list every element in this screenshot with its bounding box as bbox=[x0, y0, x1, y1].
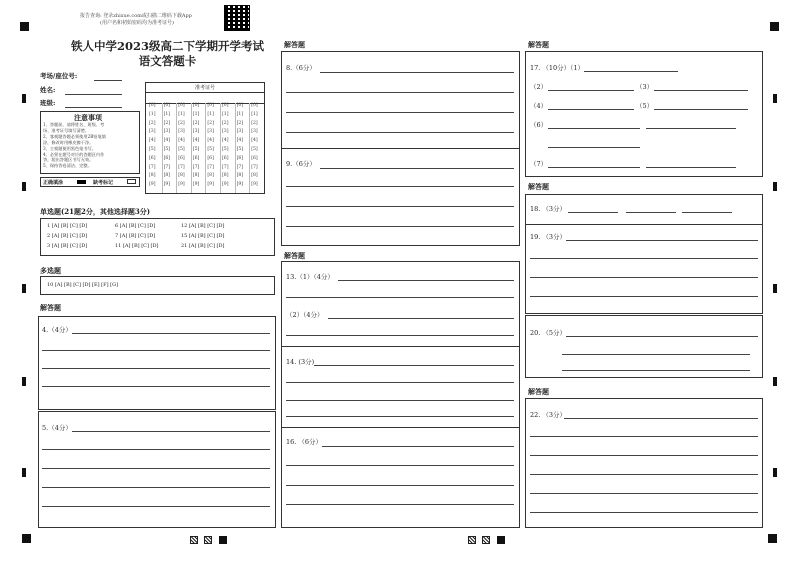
answer-line[interactable] bbox=[286, 465, 514, 466]
single-choice-title: 单选题(21题2分，其他选择题3分) bbox=[40, 207, 151, 216]
answer-line[interactable] bbox=[72, 333, 270, 334]
answer-line[interactable] bbox=[286, 112, 514, 113]
qr-code bbox=[224, 5, 250, 31]
id-digit-column bbox=[206, 103, 221, 193]
name-label: 姓名: bbox=[40, 86, 56, 94]
timing-mark bbox=[22, 94, 26, 103]
question-label-q17-7: （7） bbox=[530, 160, 548, 168]
timing-mark bbox=[773, 284, 777, 293]
answer-line[interactable] bbox=[530, 474, 758, 475]
choice-row bbox=[47, 223, 225, 229]
answer-line[interactable] bbox=[286, 382, 514, 383]
id-digit-bubble[interactable]: [9] bbox=[192, 182, 200, 188]
id-digit-bubble[interactable]: [1] bbox=[149, 111, 156, 117]
answer-line[interactable] bbox=[562, 354, 750, 355]
question-label-q8: 8.（6分） bbox=[286, 64, 316, 72]
answer-line[interactable] bbox=[530, 277, 758, 278]
question-label-q4: 4.（4分） bbox=[42, 326, 72, 334]
id-digit-bubble[interactable]: [3] bbox=[236, 129, 244, 135]
corner-mark-br bbox=[768, 534, 777, 543]
id-digit-bubble[interactable]: [2] bbox=[236, 120, 244, 126]
id-digit-bubble[interactable]: [8] bbox=[178, 173, 185, 179]
id-digit-bubble[interactable]: [8] bbox=[236, 173, 244, 179]
id-digit-column bbox=[192, 103, 207, 193]
id-digit-bubble[interactable]: [6] bbox=[163, 155, 171, 161]
id-digit-bubble[interactable]: [0] bbox=[163, 103, 171, 108]
id-digit-bubble[interactable]: [6] bbox=[222, 155, 229, 161]
answer-box-q20[interactable] bbox=[525, 315, 763, 378]
absent-mark-box[interactable] bbox=[127, 179, 136, 184]
id-digit-bubble[interactable]: [3] bbox=[163, 129, 171, 135]
answer-section-title: 解答题 bbox=[528, 182, 549, 191]
answer-line[interactable] bbox=[42, 487, 270, 488]
answer-section-title: 解答题 bbox=[40, 303, 61, 312]
id-digit-bubble[interactable]: [4] bbox=[236, 138, 244, 144]
id-digit-bubble[interactable]: [8] bbox=[163, 173, 171, 179]
id-digit-bubble[interactable]: [7] bbox=[178, 164, 185, 170]
id-digit-bubble[interactable]: [3] bbox=[251, 129, 258, 135]
choice-item[interactable]: 21 [A] [B] [C] [D] bbox=[181, 243, 225, 249]
class-field[interactable] bbox=[65, 107, 122, 108]
id-digit-bubble[interactable]: [7] bbox=[207, 164, 214, 170]
id-digit-bubble[interactable]: [7] bbox=[192, 164, 200, 170]
id-columns bbox=[146, 103, 264, 193]
answer-line[interactable] bbox=[286, 335, 514, 336]
answer-line[interactable] bbox=[320, 168, 514, 169]
answer-line[interactable] bbox=[646, 128, 736, 129]
id-digit-bubble[interactable]: [3] bbox=[178, 129, 185, 135]
question-label-q17-3: （3） bbox=[636, 83, 654, 91]
timing-mark bbox=[22, 182, 26, 191]
question-label-q17-4: （4） bbox=[530, 102, 548, 110]
multi-choice-box[interactable] bbox=[40, 276, 275, 295]
question-label-q20: 20. （5分） bbox=[530, 329, 567, 337]
answer-line[interactable] bbox=[530, 493, 758, 494]
answer-line[interactable] bbox=[548, 128, 640, 129]
id-digit-bubble[interactable]: [5] bbox=[251, 147, 258, 152]
id-digit-bubble[interactable]: [0] bbox=[222, 103, 229, 108]
answer-line[interactable] bbox=[530, 258, 758, 259]
id-digit-bubble[interactable]: [8] bbox=[192, 173, 200, 179]
timing-mark bbox=[773, 182, 777, 191]
id-digit-column bbox=[148, 103, 163, 193]
answer-line[interactable] bbox=[562, 370, 750, 371]
choice-item[interactable]: 6 [A] [B] [C] [D] bbox=[115, 223, 156, 229]
id-digit-bubble[interactable]: [7] bbox=[222, 164, 229, 170]
note-item: 答，超出答题区书写无效。 bbox=[43, 157, 94, 163]
choice-item[interactable]: 15 [A] [B] [C] [D] bbox=[181, 233, 225, 239]
id-digit-bubble[interactable]: [1] bbox=[251, 111, 258, 117]
answer-line[interactable] bbox=[286, 132, 514, 133]
question-label-q16: 16. （6分） bbox=[286, 438, 323, 446]
page-code-mark bbox=[468, 536, 476, 544]
room-seat-field[interactable] bbox=[94, 80, 122, 81]
id-digit-bubble[interactable]: [8] bbox=[207, 173, 214, 179]
id-digit-bubble[interactable]: [5] bbox=[207, 147, 214, 152]
class-label: 班级: bbox=[40, 99, 56, 107]
id-digit-bubble[interactable]: [7] bbox=[236, 164, 244, 170]
answer-line[interactable] bbox=[286, 206, 514, 207]
question-label-q17: 17. （10分）（1） bbox=[530, 64, 585, 72]
timing-mark bbox=[773, 377, 777, 386]
notes-title: 注意事项 bbox=[74, 113, 102, 122]
question-label-q14: 14. (3分) bbox=[286, 358, 315, 366]
divider bbox=[525, 224, 763, 225]
answer-line[interactable] bbox=[646, 167, 736, 168]
id-digit-bubble[interactable]: [8] bbox=[222, 173, 229, 179]
id-digit-bubble[interactable]: [5] bbox=[236, 147, 244, 152]
single-choice-box[interactable] bbox=[40, 218, 275, 256]
id-digit-bubble[interactable]: [4] bbox=[207, 138, 214, 144]
question-label-q5: 5.（4分） bbox=[42, 424, 72, 432]
id-digit-bubble[interactable]: [0] bbox=[207, 103, 214, 108]
answer-line[interactable] bbox=[566, 240, 758, 241]
answer-line[interactable] bbox=[548, 109, 634, 110]
answer-line[interactable] bbox=[682, 212, 732, 213]
answer-line[interactable] bbox=[626, 212, 676, 213]
id-digit-bubble[interactable]: [7] bbox=[251, 164, 258, 170]
answer-line[interactable] bbox=[42, 468, 270, 469]
id-digit-bubble[interactable]: [9] bbox=[222, 182, 229, 188]
timing-mark bbox=[22, 468, 26, 477]
page-code-mark bbox=[482, 536, 490, 544]
answer-line[interactable] bbox=[338, 280, 514, 281]
question-label-q13-2: （2）（4分） bbox=[286, 311, 324, 319]
answer-line[interactable] bbox=[530, 296, 758, 297]
id-digit-bubble[interactable]: [4] bbox=[251, 138, 258, 144]
answer-box-q13-q16[interactable] bbox=[281, 261, 520, 528]
question-label-q19: 19. （3分） bbox=[530, 233, 567, 241]
id-digit-bubble[interactable]: [4] bbox=[149, 138, 156, 144]
id-digit-bubble[interactable]: [9] bbox=[251, 182, 258, 188]
answer-line[interactable] bbox=[286, 400, 514, 401]
absent-mark-label: 缺考标记 bbox=[93, 180, 114, 186]
answer-line[interactable] bbox=[314, 365, 514, 366]
answer-line[interactable] bbox=[286, 485, 514, 486]
id-digit-bubble[interactable]: [0] bbox=[149, 103, 156, 108]
id-digit-bubble[interactable]: [3] bbox=[222, 129, 229, 135]
id-digit-bubble[interactable]: [0] bbox=[192, 103, 200, 108]
answer-line[interactable] bbox=[42, 350, 270, 351]
id-digit-bubble[interactable]: [6] bbox=[251, 155, 258, 161]
id-digit-bubble[interactable]: [2] bbox=[192, 120, 200, 126]
id-digit-bubble[interactable]: [2] bbox=[207, 120, 214, 126]
answer-line[interactable] bbox=[530, 436, 758, 437]
note-item: 1、答题前，请将姓名、班级、考 bbox=[43, 122, 105, 127]
id-digit-bubble[interactable]: [3] bbox=[149, 129, 156, 135]
choice-item[interactable]: 1 [A] [B] [C] [D] bbox=[47, 223, 88, 229]
answer-section-title: 解答题 bbox=[528, 387, 549, 396]
id-digit-bubble[interactable]: [4] bbox=[192, 138, 200, 144]
note-item: 5、保持答卷清洁、完整。 bbox=[43, 163, 92, 169]
id-digit-column bbox=[236, 103, 251, 193]
id-digit-bubble[interactable]: [1] bbox=[163, 111, 171, 117]
answer-line[interactable] bbox=[654, 109, 748, 110]
id-digit-bubble[interactable]: [7] bbox=[163, 164, 171, 170]
timing-mark bbox=[773, 468, 777, 477]
answer-line[interactable] bbox=[322, 446, 514, 447]
answer-line[interactable] bbox=[566, 336, 758, 337]
question-label-q13-1: 13.（1）（4分） bbox=[286, 273, 334, 281]
notice-line-1: 报告查询: 登录zhixue.com或扫描二维码下载App bbox=[80, 13, 192, 19]
answer-line[interactable] bbox=[320, 72, 514, 73]
id-digit-bubble[interactable]: [5] bbox=[163, 147, 171, 152]
id-digit-bubble[interactable]: [3] bbox=[207, 129, 214, 135]
id-digit-bubble[interactable]: [4] bbox=[222, 138, 229, 144]
question-label-q17-6: （6） bbox=[530, 121, 548, 129]
fill-legend bbox=[40, 177, 140, 187]
id-digit-bubble[interactable]: [9] bbox=[149, 182, 156, 188]
notice-line-2: (用户名和初始密码均为准考证号) bbox=[100, 20, 174, 26]
answer-line[interactable] bbox=[530, 455, 758, 456]
id-digit-bubble[interactable]: [9] bbox=[163, 182, 171, 188]
corner-mark-tl bbox=[20, 22, 29, 31]
id-digit-bubble[interactable]: [1] bbox=[222, 111, 229, 117]
id-digit-bubble[interactable]: [3] bbox=[192, 129, 200, 135]
id-digit-bubble[interactable]: [0] bbox=[251, 103, 258, 108]
divider bbox=[281, 346, 520, 347]
note-item: 场、准考证号填写清楚。 bbox=[43, 127, 90, 133]
answer-section-title: 解答题 bbox=[528, 40, 549, 49]
answer-line[interactable] bbox=[42, 368, 270, 369]
id-digit-bubble[interactable]: [4] bbox=[178, 138, 185, 144]
choice-row bbox=[47, 243, 225, 249]
page-code-mark bbox=[497, 536, 505, 544]
id-digit-bubble[interactable]: [6] bbox=[192, 155, 200, 161]
answer-line[interactable] bbox=[42, 386, 270, 387]
choice-item[interactable]: 7 [A] [B] [C] [D] bbox=[115, 233, 156, 239]
id-digit-bubble[interactable]: [6] bbox=[149, 155, 156, 161]
notes-list bbox=[43, 122, 106, 169]
answer-line[interactable] bbox=[286, 416, 514, 417]
id-digit-bubble[interactable]: [6] bbox=[207, 155, 214, 161]
id-digit-bubble[interactable]: [6] bbox=[236, 155, 244, 161]
answer-line[interactable] bbox=[584, 71, 678, 72]
page-code-mark bbox=[219, 536, 227, 544]
id-digit-column bbox=[221, 103, 236, 193]
id-digit-bubble[interactable]: [6] bbox=[178, 155, 185, 161]
id-digit-bubble[interactable]: [2] bbox=[178, 120, 185, 126]
question-label-q17-2: （2） bbox=[530, 83, 548, 91]
answer-box-q5[interactable] bbox=[38, 411, 276, 528]
multi-choice-title: 多选题 bbox=[40, 266, 61, 275]
timing-mark bbox=[22, 377, 26, 386]
page-title: 铁人中学2023级高二下学期开学考试 bbox=[70, 39, 264, 53]
note-item: 涂，修改时用橡皮擦干净。 bbox=[43, 139, 94, 145]
answer-line[interactable] bbox=[286, 297, 514, 298]
id-digit-bubble[interactable]: [0] bbox=[178, 103, 185, 108]
id-digit-column bbox=[177, 103, 192, 193]
room-seat-label: 考场/座位号: bbox=[40, 72, 78, 80]
answer-line[interactable] bbox=[548, 167, 640, 168]
id-digit-column bbox=[250, 103, 264, 193]
answer-line[interactable] bbox=[328, 318, 514, 319]
question-label-q22: 22. （3分） bbox=[530, 411, 567, 419]
question-label-q9: 9.（6分） bbox=[286, 160, 316, 168]
notes-box bbox=[40, 111, 140, 174]
answer-line[interactable] bbox=[72, 431, 270, 432]
divider bbox=[281, 427, 520, 428]
answer-section-title: 解答题 bbox=[284, 40, 305, 49]
id-digit-bubble[interactable]: [2] bbox=[149, 120, 156, 126]
id-digit-bubble[interactable]: [9] bbox=[207, 182, 214, 188]
id-digit-bubble[interactable]: [1] bbox=[207, 111, 214, 117]
id-digit-bubble[interactable]: [2] bbox=[222, 120, 229, 126]
id-digit-bubble[interactable]: [2] bbox=[251, 120, 258, 126]
id-digit-bubble[interactable]: [0] bbox=[236, 103, 244, 108]
id-digit-bubble[interactable]: [1] bbox=[236, 111, 244, 117]
id-digit-bubble[interactable]: [8] bbox=[149, 173, 156, 179]
correct-fill-sample bbox=[77, 180, 86, 184]
answer-line[interactable] bbox=[548, 90, 634, 91]
id-digit-bubble[interactable]: [5] bbox=[192, 147, 200, 152]
choice-item[interactable]: 11 [A] [B] [C] [D] bbox=[115, 243, 159, 249]
id-digit-bubble[interactable]: [8] bbox=[251, 173, 258, 179]
answer-line[interactable] bbox=[286, 504, 514, 505]
page-code-mark bbox=[204, 536, 212, 544]
corner-mark-tr bbox=[770, 22, 779, 31]
choice-row bbox=[47, 233, 225, 239]
answer-line[interactable] bbox=[564, 418, 758, 419]
timing-mark bbox=[22, 284, 26, 293]
page-code-mark bbox=[190, 536, 198, 544]
id-digit-bubble[interactable]: [1] bbox=[178, 111, 185, 117]
id-digit-bubble[interactable]: [4] bbox=[163, 138, 171, 144]
id-digit-bubble[interactable]: [9] bbox=[178, 182, 185, 188]
choice-item[interactable]: 3 [A] [B] [C] [D] bbox=[47, 243, 88, 249]
answer-line[interactable] bbox=[286, 226, 514, 227]
timing-mark bbox=[773, 94, 777, 103]
correct-fill-label: 正确填涂 bbox=[43, 180, 64, 186]
name-field[interactable] bbox=[65, 94, 122, 95]
answer-line[interactable] bbox=[654, 90, 748, 91]
page-subtitle: 语文答题卡 bbox=[138, 54, 197, 68]
answer-section-title: 解答题 bbox=[284, 251, 305, 260]
answer-line[interactable] bbox=[568, 212, 618, 213]
question-label-q17-5: （5） bbox=[636, 102, 654, 110]
exam-id-grid[interactable] bbox=[145, 82, 265, 194]
answer-box-q4[interactable] bbox=[38, 316, 276, 410]
answer-line[interactable] bbox=[42, 506, 270, 507]
multi-choice-item[interactable]: 10 [A] [B] [C] [D] [E] [F] [G] bbox=[47, 282, 119, 288]
choice-item[interactable]: 2 [A] [B] [C] [D] bbox=[47, 233, 88, 239]
exam-id-label: 准考证号 bbox=[146, 84, 264, 93]
note-item: 3、主观题使用黑色笔书写。 bbox=[43, 145, 96, 151]
id-digit-bubble[interactable]: [5] bbox=[222, 147, 229, 152]
answer-line[interactable] bbox=[42, 449, 270, 450]
corner-mark-bl bbox=[22, 534, 31, 543]
note-item: 4、必须在题号对应的答题区内作 bbox=[43, 151, 105, 157]
question-label-q18: 18. （3分） bbox=[530, 205, 567, 213]
divider bbox=[281, 148, 520, 149]
id-digit-bubble[interactable]: [1] bbox=[192, 111, 200, 117]
id-digit-bubble[interactable]: [2] bbox=[163, 120, 171, 126]
id-digit-bubble[interactable]: [9] bbox=[236, 182, 244, 188]
answer-line[interactable] bbox=[548, 147, 640, 148]
choice-item[interactable]: 12 [A] [B] [C] [D] bbox=[181, 223, 225, 229]
id-digit-column bbox=[163, 103, 178, 193]
note-item: 2、客观题答题必须使用2B铅笔填 bbox=[43, 133, 106, 139]
answer-line[interactable] bbox=[530, 512, 758, 513]
id-digit-bubble[interactable]: [7] bbox=[149, 164, 156, 170]
answer-line[interactable] bbox=[286, 92, 514, 93]
id-digit-bubble[interactable]: [5] bbox=[149, 147, 156, 152]
id-digit-bubble[interactable]: [5] bbox=[178, 147, 185, 152]
answer-line[interactable] bbox=[286, 186, 514, 187]
